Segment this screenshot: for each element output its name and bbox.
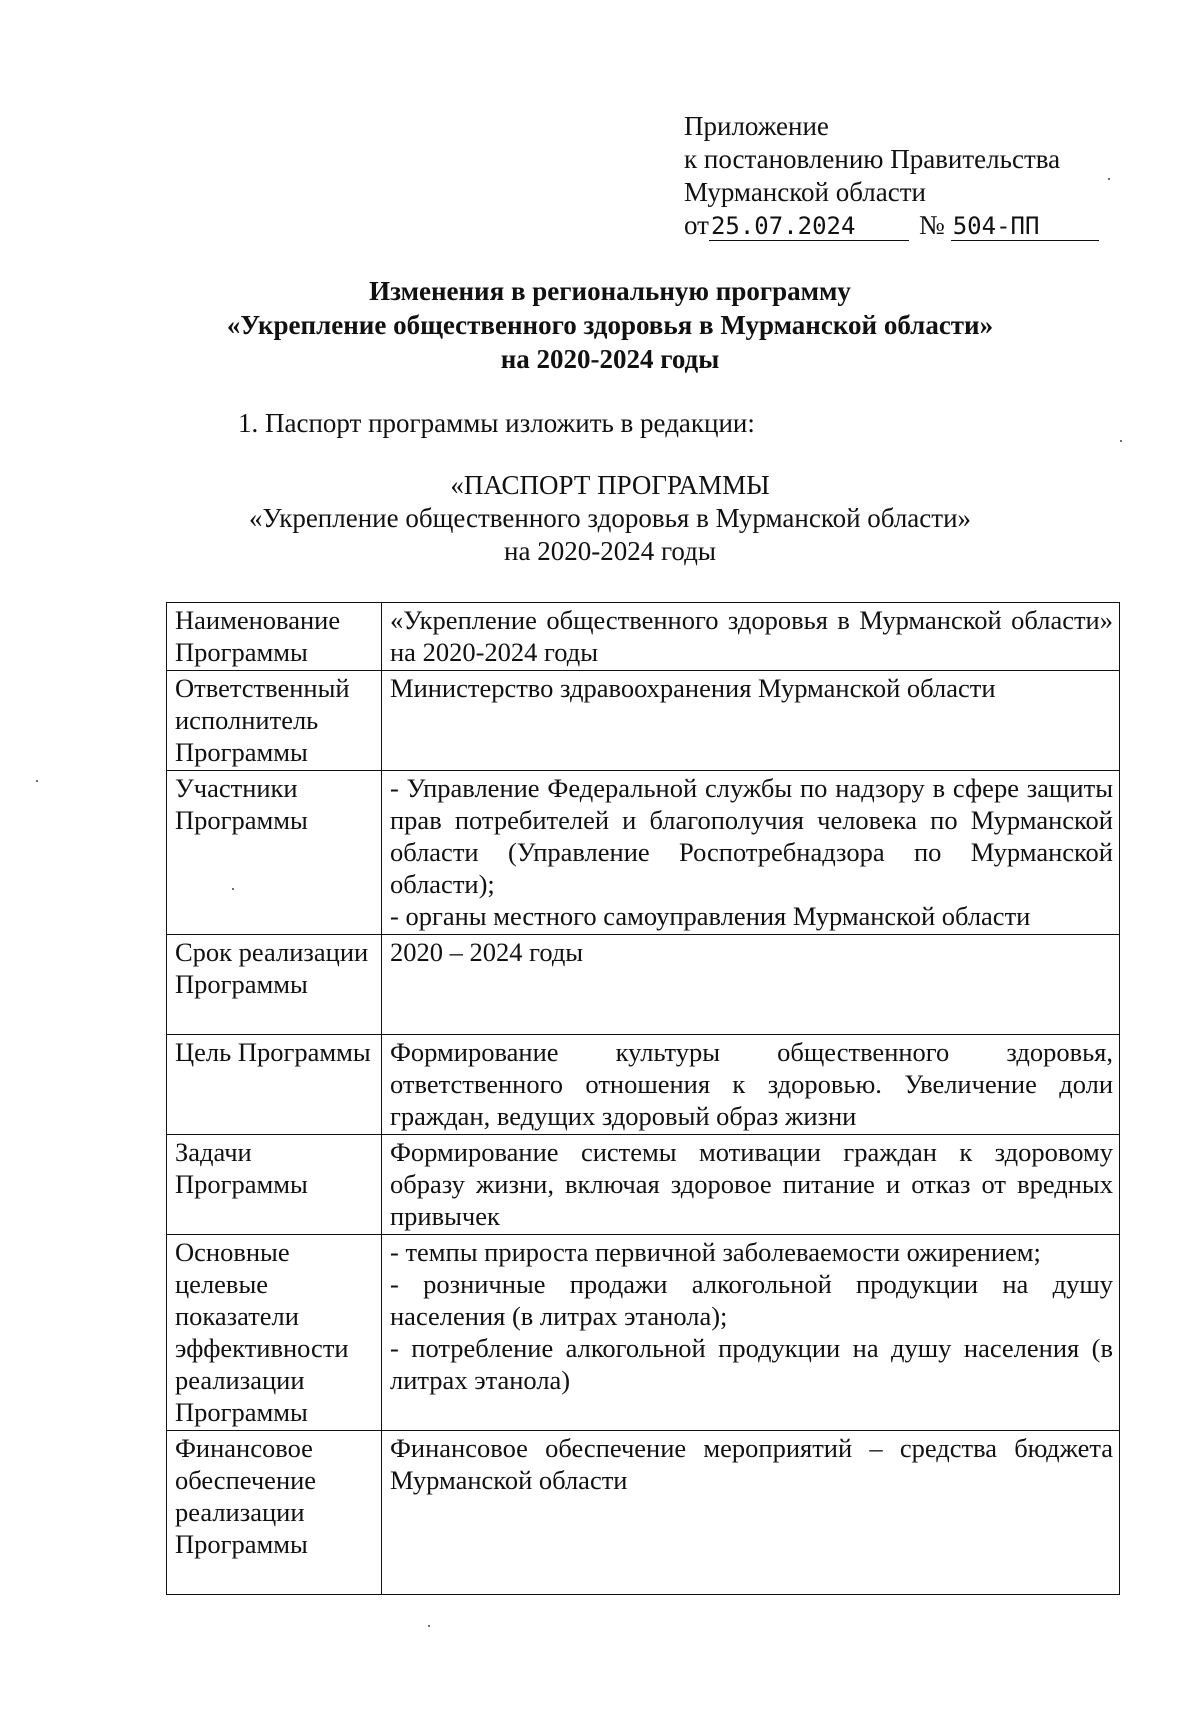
scan-speck — [1108, 178, 1110, 180]
number-sign: № — [918, 210, 945, 240]
title-line-2: «Укрепление общественного здоровья в Мурманской области» — [226, 310, 994, 340]
table-row — [167, 1431, 1120, 1595]
row-label: Финансовое обеспечение реализации Программы — [167, 1431, 382, 1595]
appendix-line-2: к постановлению Правительства — [684, 144, 1061, 174]
title-line-3: на 2020-2024 годы — [500, 344, 720, 374]
row-content: Формирование системы мотивации граждан к здоровому образу жизни, включая здоровое питание и отказ от вредных привычек — [382, 1135, 1120, 1235]
row-label: Основные целевые показатели эффективности реализации Программы — [167, 1235, 382, 1431]
row-content: 2020 – 2024 годы — [382, 935, 1120, 1035]
row-label: Участники Программы — [167, 771, 382, 935]
row-content: Формирование культуры общественного здоровья, ответственного отношения к здоровью. Увеличение доли граждан, ведущих здоровый образ жизни — [382, 1035, 1120, 1135]
item-1-text: 1. Паспорт программы изложить в редакции: — [238, 408, 755, 438]
row-content: Финансовое обеспечение мероприятий – средства бюджета Мурманской области — [382, 1431, 1120, 1595]
table-row — [167, 1035, 1120, 1135]
row-content: - темпы прироста первичной заболеваемости ожирением; - розничные продажи алкогольной продукции на душу населения (в литрах этанола); - потребление алкогольной продукции на душу населения (в литрах этанола) — [382, 1235, 1120, 1431]
row-label: Срок реализации Программы — [167, 935, 382, 1035]
table-row — [167, 771, 1120, 935]
date-prefix: от — [684, 210, 709, 240]
table-row — [167, 671, 1120, 771]
table-row — [167, 1235, 1120, 1431]
scan-speck — [428, 1625, 430, 1627]
row-content: - Управление Федеральной службы по надзору в сфере защиты прав потребителей и благополучия человека по Мурманской области (Управление Роспотребнадзора по Мурманской области); - органы местного самоуправления Мурманской области — [382, 771, 1120, 935]
decree-date: 25.07.2024 — [709, 212, 909, 241]
row-content: Министерство здравоохранения Мурманской области — [382, 671, 1120, 771]
scan-speck — [36, 780, 38, 782]
passport-table — [166, 602, 1120, 1595]
table-row — [167, 935, 1120, 1035]
passport-title-line-2: «Укрепление общественного здоровья в Мурманской области» — [248, 503, 972, 533]
row-label: Задачи Программы — [167, 1135, 382, 1235]
appendix-line-3: Мурманской области — [684, 177, 926, 207]
passport-title-line-1: «ПАСПОРТ ПРОГРАММЫ — [450, 470, 770, 500]
row-label: Наименование Программы — [167, 603, 382, 671]
decree-number: 504-ПП — [951, 212, 1099, 241]
row-label: Цель Программы — [167, 1035, 382, 1135]
document-title — [150, 274, 1070, 376]
table-row — [167, 603, 1120, 671]
scan-speck — [1120, 440, 1122, 442]
appendix-block — [684, 110, 1099, 242]
appendix-date-row — [684, 209, 1099, 242]
row-label: Ответственный исполнитель Программы — [167, 671, 382, 771]
row-content: «Укрепление общественного здоровья в Мурманской области» на 2020-2024 годы — [382, 603, 1120, 671]
appendix-line-1: Приложение — [684, 111, 829, 141]
passport-title-line-3: на 2020-2024 годы — [504, 536, 716, 566]
passport-title — [150, 469, 1070, 568]
title-line-1: Изменения в региональную программу — [369, 276, 851, 306]
scan-speck — [232, 888, 234, 890]
table-row — [167, 1135, 1120, 1235]
